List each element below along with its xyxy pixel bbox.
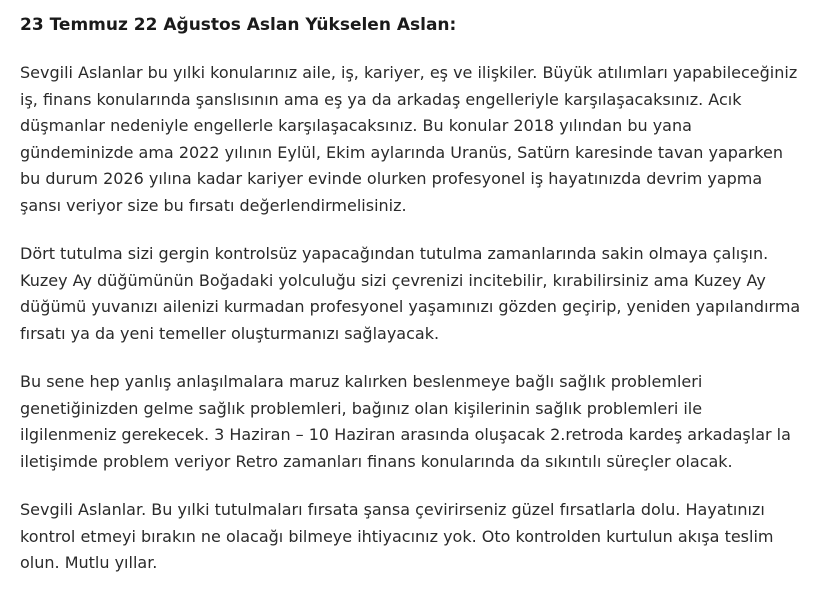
paragraph-line: düğümü yuvanızı ailenizi kurmadan profesyonel yaşamınızı gözden geçirip, yeniden yapılandırma — [20, 297, 801, 316]
paragraph-line: Kuzey Ay düğümünün Boğadaki yolculuğu sizi çevrenizi incitebilir, kırabilirsiniz ama Kuzey Ay — [20, 270, 766, 290]
paragraph-line: fırsatı ya da yeni temeller oluşturmanızı sağlayacak. — [20, 323, 440, 343]
paragraph-1 — [20, 60, 820, 219]
paragraph-line: olun. Mutlu yıllar. — [20, 553, 158, 572]
paragraph-line: bu durum 2026 yılına kadar kariyer evinde olurken profesyonel iş hayatınızda devrim yapma — [20, 169, 763, 188]
paragraph-4 — [20, 497, 820, 577]
section-heading: 23 Temmuz 22 Ağustos Aslan Yükselen Aslan: — [20, 15, 457, 35]
paragraph-line: şansı veriyor size bu fırsatı değerlendirmelisiniz. — [20, 195, 407, 215]
paragraph-line: Sevgili Aslanlar bu yılki konularınız aile, iş, kariyer, eş ve ilişkiler. Büyük atılımları yapabileceğiniz — [20, 63, 798, 82]
paragraph-line: düşmanlar nedeniyle engellerle karşılaşacaksınız. Bu konular 2018 yılından bu yana — [20, 116, 692, 135]
paragraph-line: Bu sene hep yanlış anlaşılmalara maruz kalırken beslenmeye bağlı sağlık problemleri — [20, 372, 703, 391]
paragraph-line: Sevgili Aslanlar. Bu yılki tutulmaları fırsata şansa çevirirseniz güzel fırsatlarla dolu. Hayatınızı — [20, 500, 765, 519]
paragraph-line: gündeminizde ama 2022 yılının Eylül, Ekim aylarında Uranüs, Satürn karesinde tavan yaparken — [20, 142, 783, 162]
paragraph-3 — [20, 369, 820, 475]
paragraph-line: ilgilenmeniz gerekecek. 3 Haziran – 10 Haziran arasında oluşacak 2.retroda kardeş arkadaşlar la — [20, 425, 791, 444]
paragraph-line: kontrol etmeyi bırakın ne olacağı bilmeye ihtiyacınız yok. Oto kontrolden kurtulun akışa teslim — [20, 526, 774, 546]
paragraph-2 — [20, 241, 820, 347]
paragraph-line: Dört tutulma sizi gergin kontrolsüz yapacağından tutulma zamanlarında sakin olmaya çalışın. — [20, 244, 769, 263]
paragraph-line: genetiğinizden gelme sağlık problemleri, bağınız olan kişilerinin sağlık problemleri ile — [20, 398, 703, 418]
paragraph-line: iş, finans konularında şanslısının ama eş ya da arkadaş engelleriyle karşılaşacaksınız. Acık — [20, 89, 742, 109]
paragraph-line: iletişimde problem veriyor Retro zamanları finans konularında da sıkıntılı süreçler olacak. — [20, 451, 733, 471]
